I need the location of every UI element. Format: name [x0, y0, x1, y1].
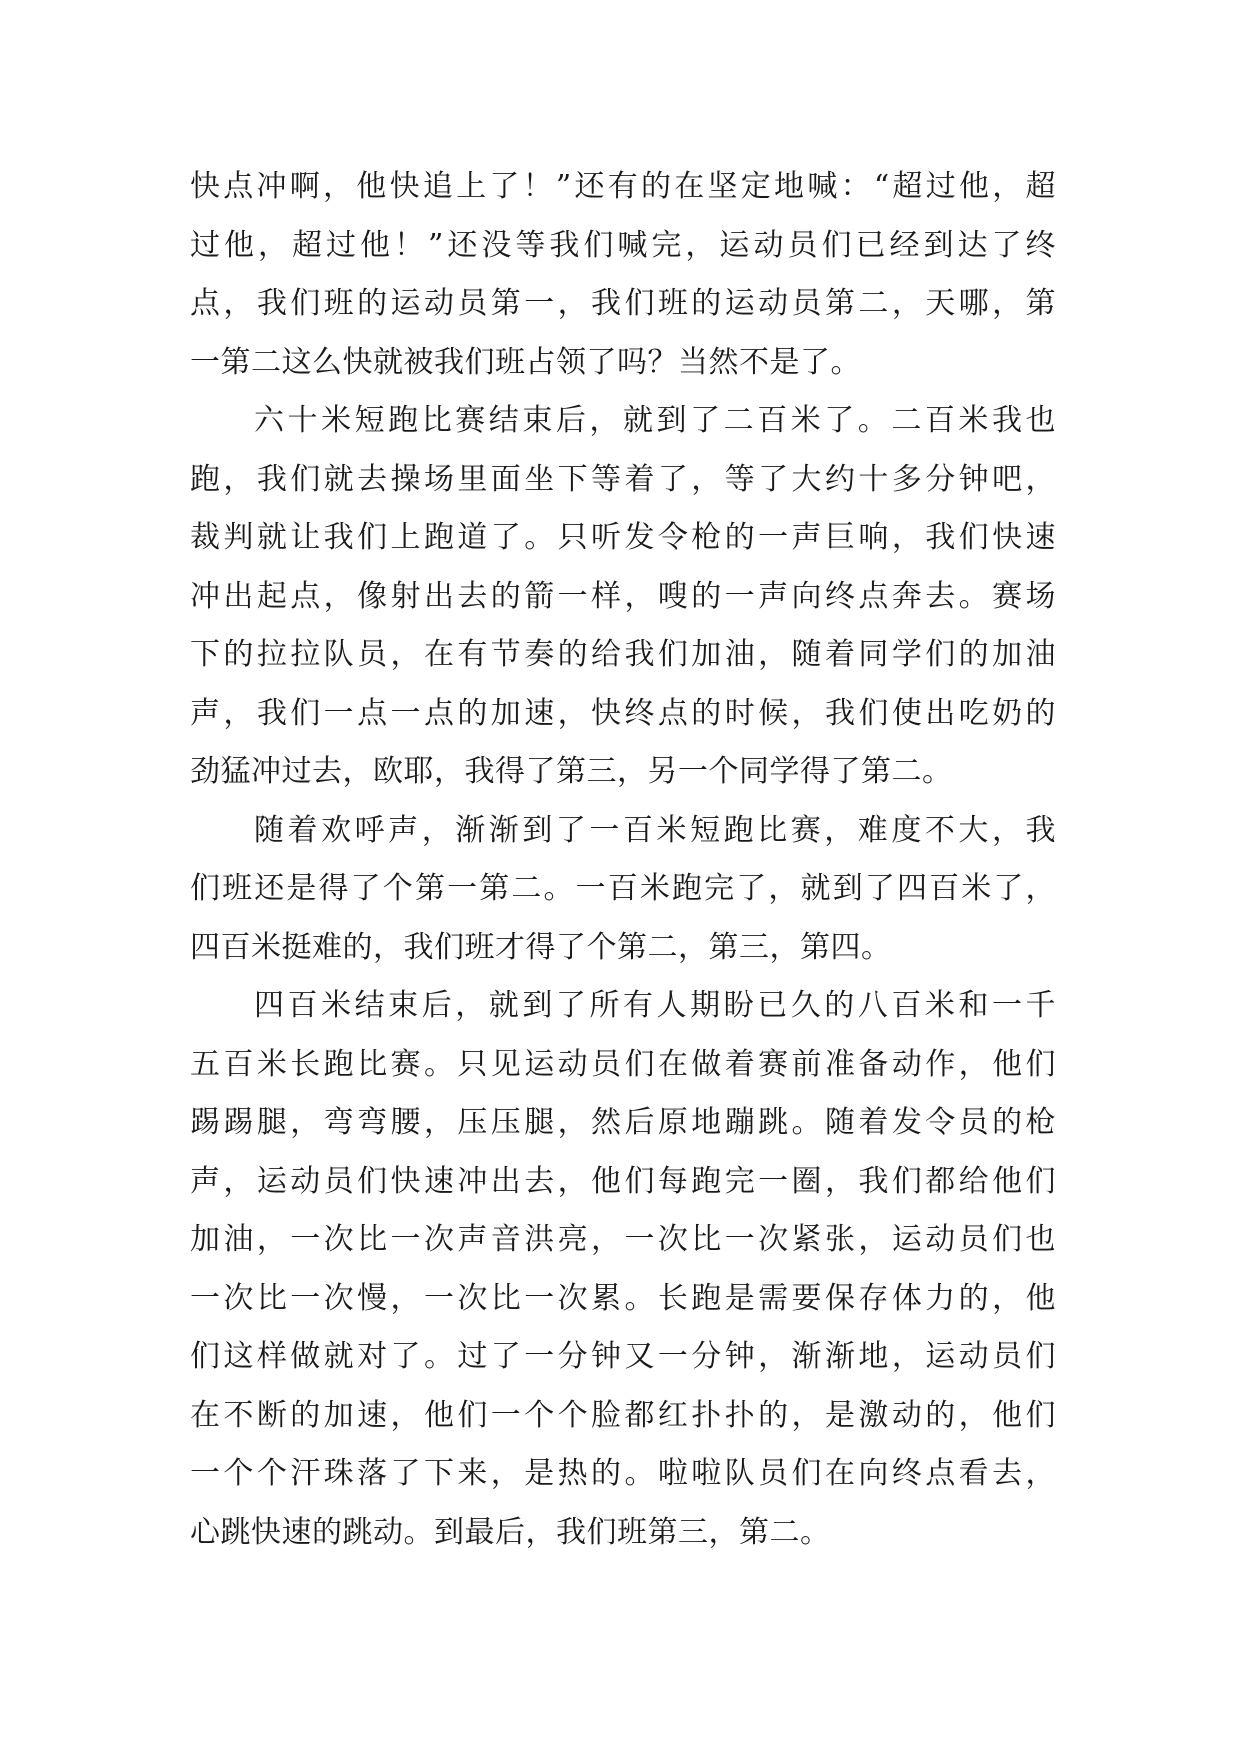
paragraph-3 — [190, 802, 1056, 978]
text-line: 裁判就让我们上跑道了。只听发令枪的一声巨响，我们快速 — [190, 520, 1056, 555]
text-line: 加油，一次比一次声音洪亮，一次比一次紧张，运动员们也 — [190, 1222, 1056, 1257]
text-line: 们这样做就对了。过了一分钟又一分钟，渐渐地，运动员们 — [190, 1339, 1056, 1374]
paragraph-1 — [190, 158, 1056, 392]
text-line: 一个个汗珠落了下来，是热的。啦啦队员们在向终点看去， — [190, 1456, 1056, 1491]
text-line: 快点冲啊，他快追上了！”还有的在坚定地喊：“超过他，超 — [190, 169, 1056, 204]
text-line: 一第二这么快就被我们班占领了吗？当然不是了。 — [190, 344, 861, 380]
text-line: 声，我们一点一点的加速，快终点的时候，我们使出吃奶的 — [190, 695, 1056, 731]
text-line: 们班还是得了个第一第二。一百米跑完了，就到了四百米了， — [190, 871, 1056, 906]
text-line: 冲出起点，像射出去的箭一样，嗖的一声向终点奔去。赛场 — [190, 578, 1056, 614]
text-line: 心跳快速的跳动。到最后，我们班第三，第二。 — [190, 1514, 831, 1550]
text-line: 下的拉拉队员，在有节奏的给我们加油，随着同学们的加油 — [190, 637, 1056, 672]
text-line: 四百米挺难的，我们班才得了个第二，第三，第四。 — [190, 929, 892, 965]
text-line: 点，我们班的运动员第一，我们班的运动员第二，天哪，第 — [190, 286, 1056, 321]
text-line: 四百米结束后，就到了所有人期盼已久的八百米和一千 — [254, 988, 1056, 1023]
text-line: 一次比一次慢，一次比一次累。长跑是需要保存体力的，他 — [190, 1280, 1056, 1316]
text-line: 声，运动员们快速冲出去，他们每跑完一圈，我们都给他们 — [190, 1163, 1056, 1199]
text-line: 劲猛冲过去，欧耶，我得了第三，另一个同学得了第二。 — [190, 754, 953, 789]
text-line: 随着欢呼声，渐渐到了一百米短跑比赛，难度不大，我 — [254, 812, 1056, 848]
text-line: 踢踢腿，弯弯腰，压压腿，然后原地蹦跳。随着发令员的枪 — [190, 1105, 1056, 1140]
paragraph-4 — [190, 977, 1056, 1562]
document-body — [190, 158, 1056, 1562]
text-line: 在不断的加速，他们一个个脸都红扑扑的，是激动的，他们 — [190, 1397, 1056, 1433]
text-line: 跑，我们就去操场里面坐下等着了，等了大约十多分钟吧， — [190, 461, 1056, 497]
text-line: 六十米短跑比赛结束后，就到了二百米了。二百米我也 — [254, 403, 1056, 438]
text-line: 过他，超过他！”还没等我们喊完，运动员们已经到达了终 — [190, 227, 1056, 263]
paragraph-2 — [190, 392, 1056, 802]
text-line: 五百米长跑比赛。只见运动员们在做着赛前准备动作，他们 — [190, 1046, 1056, 1082]
